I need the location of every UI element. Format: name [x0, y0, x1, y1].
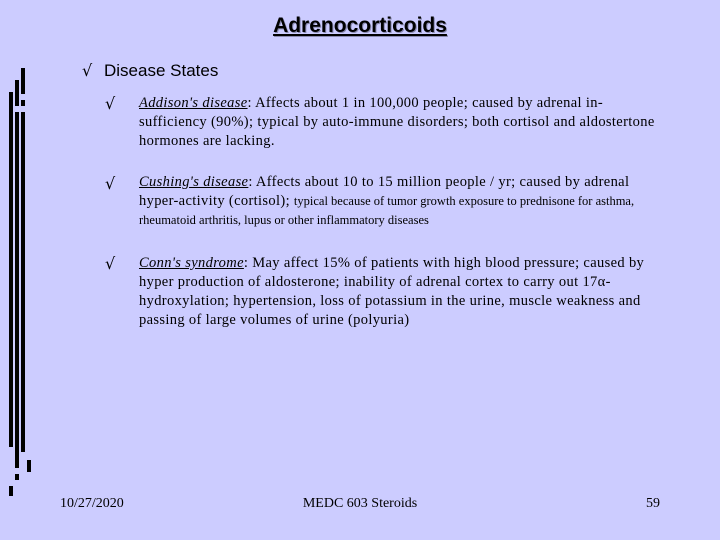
item-description: May affect 15% of patients with high blood pressure; caused by hyper production of aldosterone; inability of adrenal cortex to carry out 17α-hydroxylation; hypertension, loss of potassium in the urine, muscle weakness and passing of large volumes of urine (polyuria) [139, 255, 645, 328]
check-icon: √ [105, 174, 116, 193]
item-description: Affects about 1 in 100,000 people; caused by adrenal in-sufficiency (90%); typical by auto-immune disorders; both cortisol and aldostertone hormones are lacking. [139, 95, 655, 149]
item-description: Affects about 10 to 15 million people / yr; caused by adrenal hyper-activity (cortisol); [139, 174, 630, 209]
slide-title: Adrenocorticoids [273, 14, 447, 37]
term-colon: : [247, 95, 252, 111]
item-description-small: typical because of tumor growth exposure to prednisone for asthma, rheumatoid arthritis, lupus or other inflammatory diseases [139, 194, 635, 227]
list-item-conns [139, 254, 661, 330]
term-conns: Conn's syndrome [139, 255, 244, 271]
footer-course: MEDC 603 Steroids [302, 496, 418, 511]
term-cushings: Cushing's disease [139, 174, 249, 190]
list-item-addisons [139, 94, 661, 151]
term-colon: : [243, 255, 249, 271]
section-heading: Disease States [104, 61, 219, 80]
page-number: 59 [646, 496, 660, 511]
check-icon: √ [105, 254, 116, 273]
term-addisons: Addison's disease [139, 95, 248, 111]
check-icon: √ [105, 94, 116, 113]
list-item-cushings [139, 173, 661, 230]
footer-date: 10/27/2020 [60, 496, 124, 511]
term-colon: : [248, 174, 253, 190]
check-icon: √ [82, 61, 93, 80]
